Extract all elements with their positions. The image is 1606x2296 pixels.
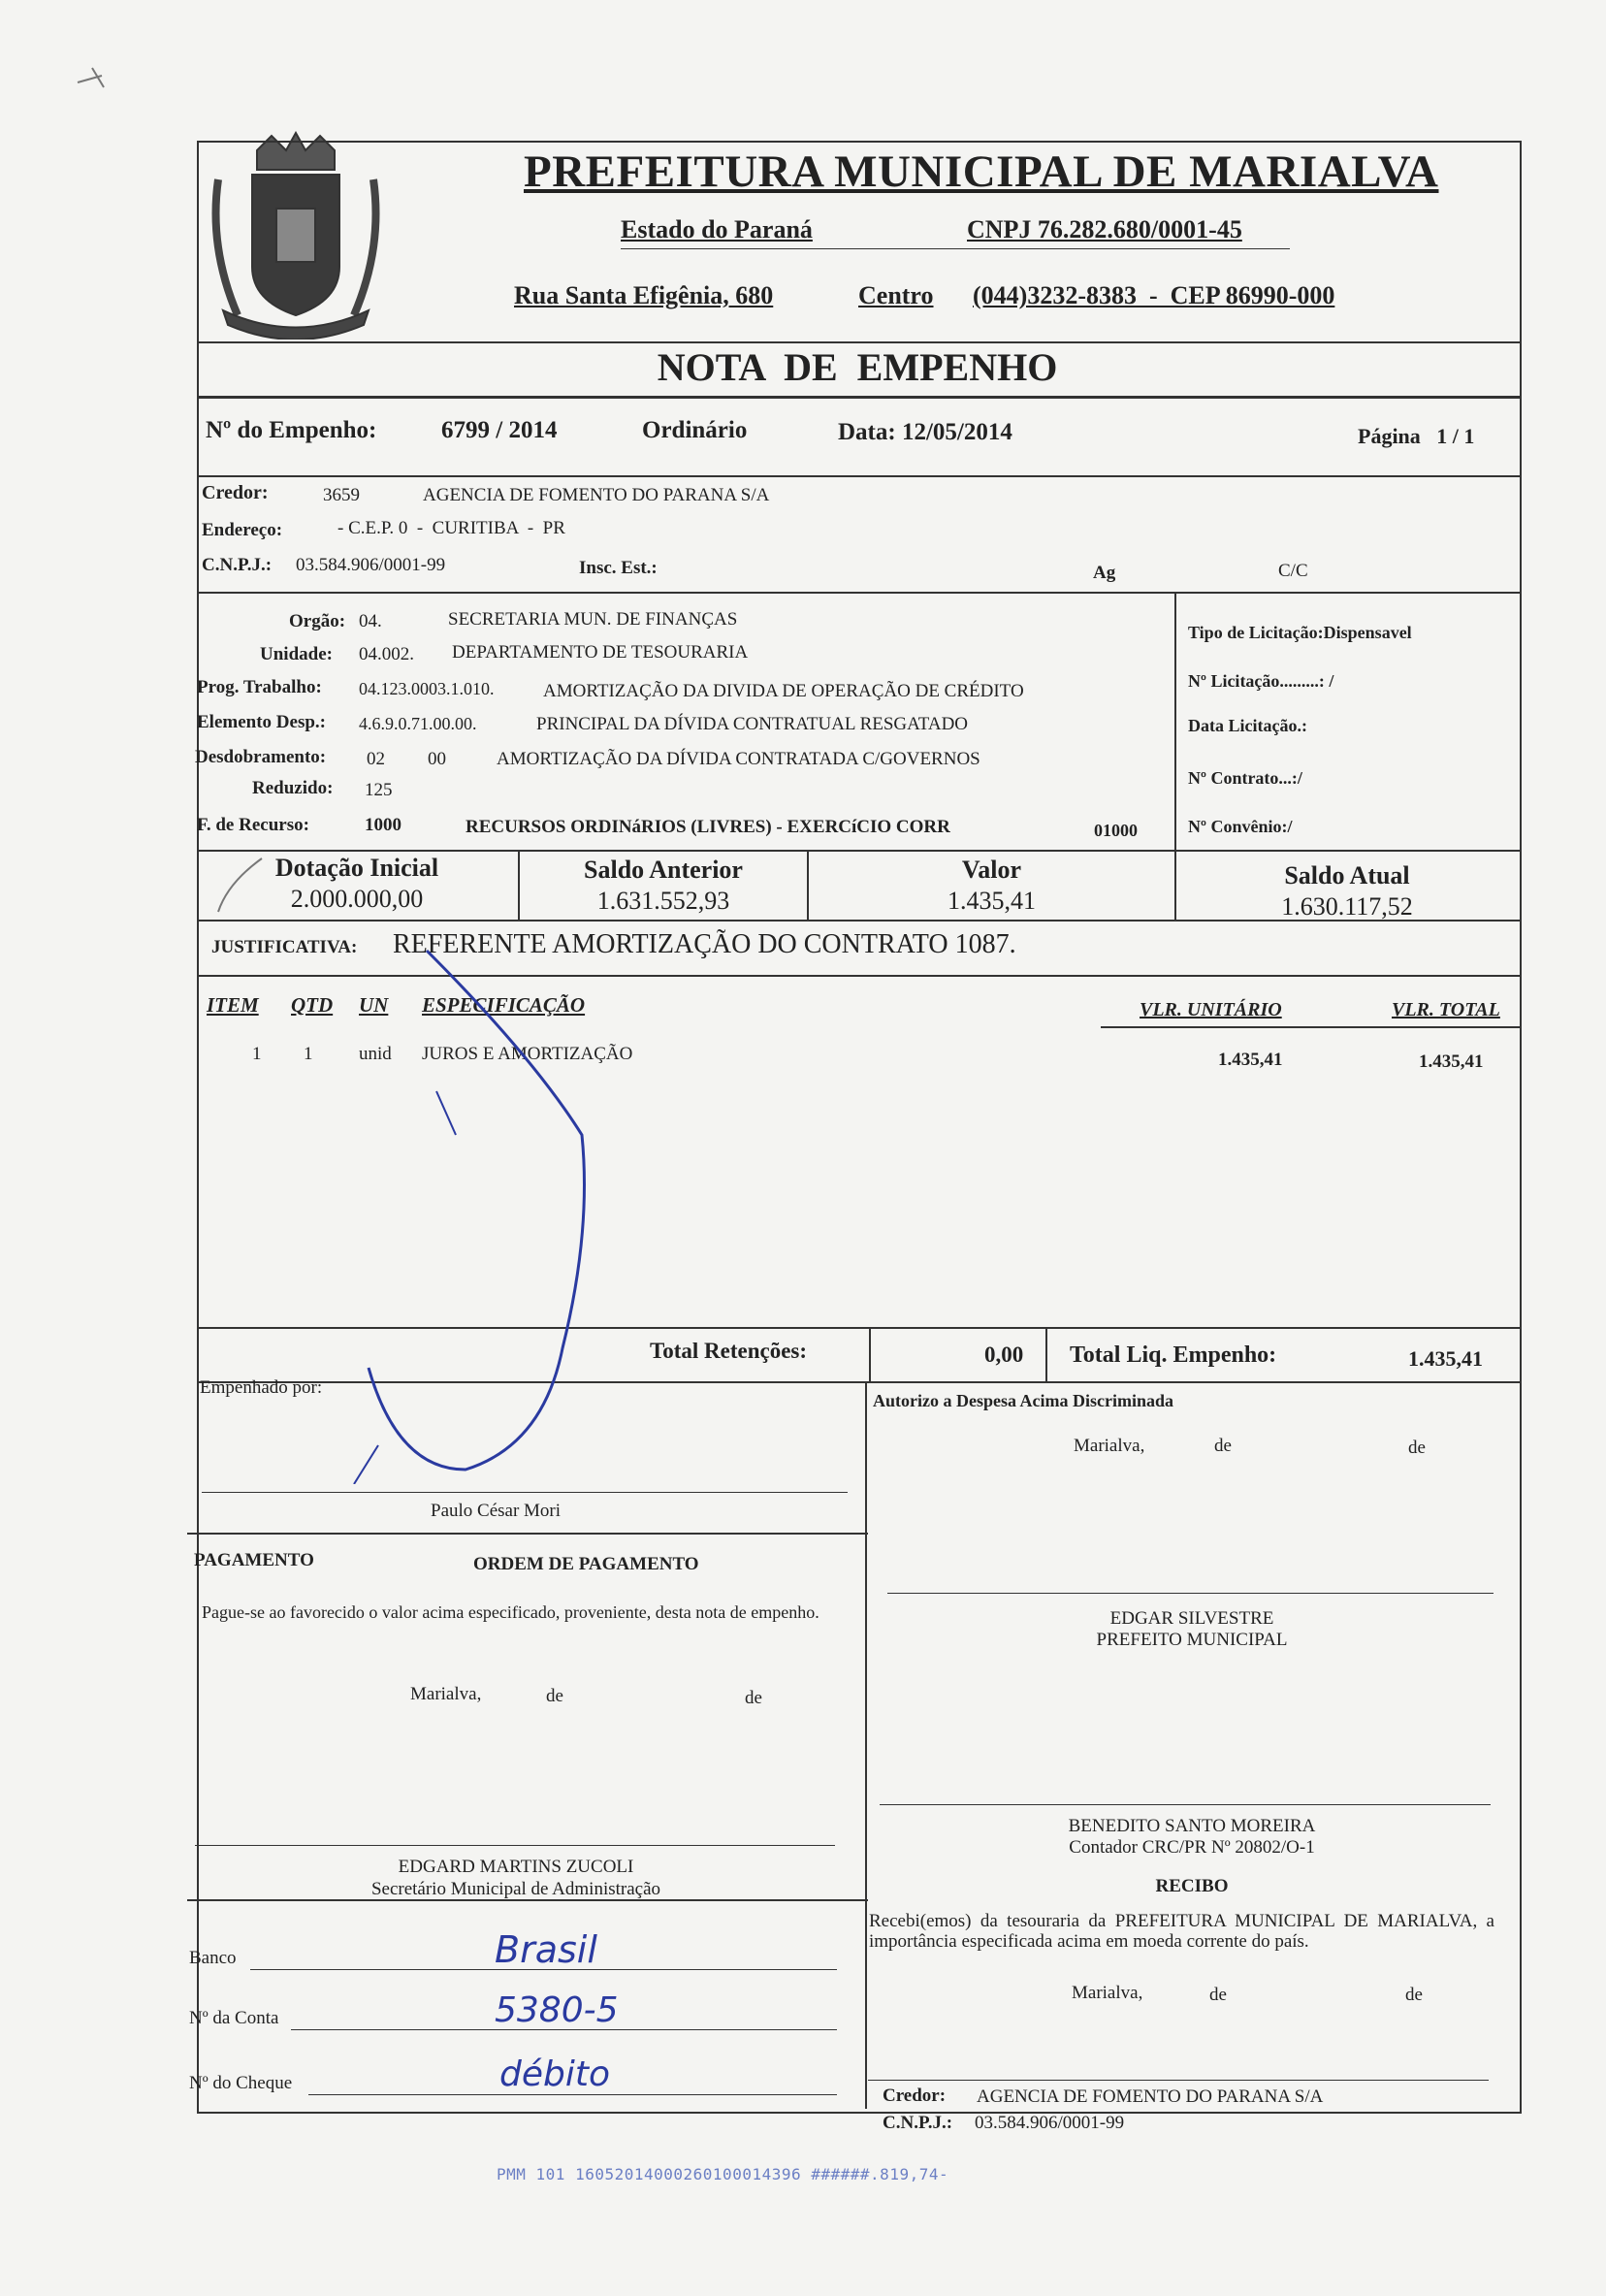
creditor-label: Credor: [202, 482, 269, 503]
empenhado-name: Paulo César Mori [431, 1501, 562, 1521]
empenho-date: Data: 12/05/2014 [838, 419, 1012, 445]
rule [197, 920, 1520, 922]
recibo-cnpj: 03.584.906/0001-99 [975, 2113, 1125, 2133]
signature-line [202, 1492, 848, 1493]
liquido-value: 1.435,41 [1408, 1346, 1483, 1371]
recibo-cnpj-label: C.N.P.J.: [883, 2113, 953, 2133]
elemento-code: 4.6.9.0.71.00.00. [359, 714, 477, 733]
reduzido: 125 [365, 780, 393, 800]
orgao-label: Orgão: [289, 611, 346, 631]
desdobramento-label: Desdobramento: [195, 747, 327, 767]
recurso-code2: 01000 [1094, 821, 1138, 840]
ordem-pagamento: ORDEM DE PAGAMENTO [473, 1554, 699, 1574]
footer-code: PMM 101 16052014000260100014396 ######.819,74- [497, 2165, 949, 2183]
unidade: DEPARTAMENTO DE TESOURARIA [452, 642, 749, 663]
contador-name: BENEDITO SANTO MOREIRA [1068, 1816, 1316, 1836]
cheque-line [308, 2094, 837, 2095]
retencoes-label: Total Retenções: [650, 1339, 808, 1363]
prefeito-name: EDGAR SILVESTRE [1109, 1608, 1274, 1629]
creditor-cnpj: 03.584.906/0001-99 [296, 555, 446, 575]
licitacao-contrato: Nº Contrato...:/ [1188, 768, 1302, 788]
header-address: Rua Santa Efigênia, 680 [514, 281, 774, 309]
desdobramento-code1: 02 [367, 749, 385, 769]
orgao: SECRETARIA MUN. DE FINANÇAS [448, 609, 738, 630]
rule-v [1174, 592, 1176, 852]
recibo-de2: de [1405, 1985, 1423, 2005]
retencoes-value: 0,00 [984, 1342, 1024, 1367]
header-state: Estado do Paraná [621, 215, 813, 243]
conta-handwriting: 5380-5 [495, 1990, 619, 2030]
saldo-atual-label: Saldo Atual [1284, 861, 1410, 889]
rule-v [865, 1381, 867, 2109]
header-cnpj: CNPJ 76.282.680/0001-45 [967, 215, 1242, 243]
creditor-name: AGENCIA DE FOMENTO DO PARANA S/A [423, 485, 770, 505]
insc-est-label: Insc. Est.: [579, 558, 658, 578]
saldo-atual-value: 1.630.117,52 [1281, 892, 1413, 921]
rule [197, 475, 1520, 477]
recibo-de1: de [1209, 1985, 1227, 2005]
elemento: PRINCIPAL DA DÍVIDA CONTRATUAL RESGATADO [536, 714, 969, 734]
header-phone-cep: (044)3232-8383 - CEP 86990-000 [973, 281, 1335, 309]
recibo-title: RECIBO [1155, 1876, 1229, 1896]
banco-handwriting: Brasil [495, 1928, 597, 1971]
empenho-type: Ordinário [642, 417, 748, 443]
recibo-text: Recebi(emos) da tesouraria da PREFEITURA MUNICIPAL DE MARIALVA, a importância especificada acima em moeda corrente do país. [869, 1911, 1494, 1952]
recibo-credor-label: Credor: [883, 2086, 947, 2106]
col-item: ITEM [207, 993, 259, 1017]
rule [197, 592, 1520, 594]
cheque-label: Nº do Cheque [189, 2073, 293, 2093]
recibo-credor: AGENCIA DE FOMENTO DO PARANA S/A [977, 2086, 1324, 2107]
orgao-code: 04. [359, 611, 382, 631]
rule-v [1045, 1327, 1047, 1383]
secretario-title: Secretário Municipal de Administração [370, 1879, 661, 1899]
rule [187, 1533, 868, 1535]
licitacao-data: Data Licitação.: [1188, 716, 1307, 735]
valor-value: 1.435,41 [948, 887, 1036, 915]
prog-code: 04.123.0003.1.010. [359, 679, 495, 698]
banco-label: Banco [189, 1948, 237, 1968]
rule [187, 1899, 868, 1901]
header-district: Centro [858, 281, 934, 309]
licitacao-numero: Nº Licitação.........: / [1188, 671, 1334, 691]
recurso-label: F. de Recurso: [197, 815, 309, 835]
empenho-number: 6799 / 2014 [441, 417, 558, 443]
unidade-label: Unidade: [260, 644, 333, 664]
justificativa-text: REFERENTE AMORTIZAÇÃO DO CONTRATO 1087. [393, 929, 1016, 959]
handwritten-signature [339, 941, 633, 1484]
licitacao-convenio: Nº Convênio:/ [1188, 817, 1293, 836]
col-especificacao: ESPECIFICAÇÃO [422, 993, 586, 1017]
recibo-city: Marialva, [1072, 1983, 1143, 2003]
pagamento-de2: de [745, 1688, 762, 1708]
autorizo-city: Marialva, [1074, 1436, 1145, 1456]
col-vlr-total: VLR. TOTAL [1392, 999, 1500, 1020]
empenho-number-label: Nº do Empenho: [206, 417, 377, 443]
reduzido-label: Reduzido: [252, 778, 334, 798]
desdobramento: AMORTIZAÇÃO DA DÍVIDA CONTRATADA C/GOVERNOS [497, 749, 980, 769]
autorizo-de2: de [1408, 1438, 1426, 1458]
licitacao-tipo: Tipo de Licitação:Dispensavel [1188, 623, 1412, 642]
creditor-code: 3659 [323, 485, 360, 505]
document-title: NOTA DE EMPENHO [657, 345, 1058, 389]
prog: AMORTIZAÇÃO DA DIVIDA DE OPERAÇÃO DE CRÉDITO [543, 681, 1024, 701]
col-vlr-unitario: VLR. UNITÁRIO [1140, 999, 1282, 1020]
table-row-qtd: 1 [304, 1044, 313, 1064]
autorizo-de1: de [1214, 1436, 1232, 1456]
rule-v [869, 1327, 871, 1383]
contador-title: Contador CRC/PR Nº 20802/O-1 [1069, 1837, 1315, 1858]
recurso-code: 1000 [365, 815, 402, 835]
signature-line [195, 1845, 835, 1846]
conta-label: Nº da Conta [189, 2008, 279, 2028]
table-row-un: unid [359, 1044, 392, 1064]
handwritten-mark [209, 854, 267, 922]
dotacao-value: 2.000.000,00 [290, 885, 424, 913]
secretario-name: EDGARD MARTINS ZUCOLI [398, 1857, 634, 1877]
col-un: UN [359, 993, 389, 1017]
prog-label: Prog. Trabalho: [197, 677, 322, 697]
signature-line [887, 1593, 1494, 1594]
valor-label: Valor [961, 856, 1022, 884]
pagamento-de1: de [546, 1686, 563, 1706]
page-indicator: Página 1 / 1 [1358, 424, 1475, 448]
ag-label: Ag [1093, 563, 1116, 583]
signature-line [880, 1804, 1491, 1805]
table-row-spec: JUROS E AMORTIZAÇÃO [422, 1044, 633, 1064]
justificativa-label: JUSTIFICATIVA: [211, 937, 358, 957]
liquido-label: Total Liq. Empenho: [1070, 1342, 1277, 1368]
col-qtd: QTD [291, 993, 334, 1017]
rule [197, 396, 1520, 399]
dotacao-label: Dotação Inicial [274, 854, 439, 882]
saldo-anterior-value: 1.631.552,93 [596, 887, 730, 915]
rule [1101, 1026, 1520, 1028]
table-row-total: 1.435,41 [1419, 1051, 1484, 1072]
cheque-handwriting: débito [499, 2054, 610, 2094]
prefeito-title: PREFEITO MUNICIPAL [1096, 1630, 1288, 1650]
header-title: PREFEITURA MUNICIPAL DE MARIALVA [524, 146, 1439, 197]
desdobramento-code2: 00 [428, 749, 446, 769]
scan-mark [73, 39, 112, 97]
rule [868, 2080, 1489, 2081]
table-row-item: 1 [252, 1044, 262, 1064]
pagamento-text: Pague-se ao favorecido o valor acima especificado, proveniente, desta nota de empenho. [202, 1602, 819, 1622]
cc-label: C/C [1278, 561, 1308, 581]
pagamento-city: Marialva, [410, 1684, 482, 1704]
table-row-unit: 1.435,41 [1218, 1050, 1283, 1070]
elemento-label: Elemento Desp.: [197, 712, 326, 732]
pagamento-label: PAGAMENTO [194, 1550, 314, 1570]
unidade-code: 04.002. [359, 644, 414, 664]
saldo-anterior-label: Saldo Anterior [584, 856, 743, 884]
rule [197, 850, 1520, 852]
empenhado-label: Empenhado por: [200, 1377, 323, 1398]
autorizo-text: Autorizo a Despesa Acima Discriminada [873, 1391, 1173, 1410]
address-label: Endereço: [202, 520, 283, 540]
recurso: RECURSOS ORDINáRIOS (LIVRES) - EXERCíCIO CORR [466, 817, 950, 837]
cnpj-label: C.N.P.J.: [202, 555, 273, 575]
creditor-address: - C.E.P. 0 - CURITIBA - PR [337, 518, 565, 538]
